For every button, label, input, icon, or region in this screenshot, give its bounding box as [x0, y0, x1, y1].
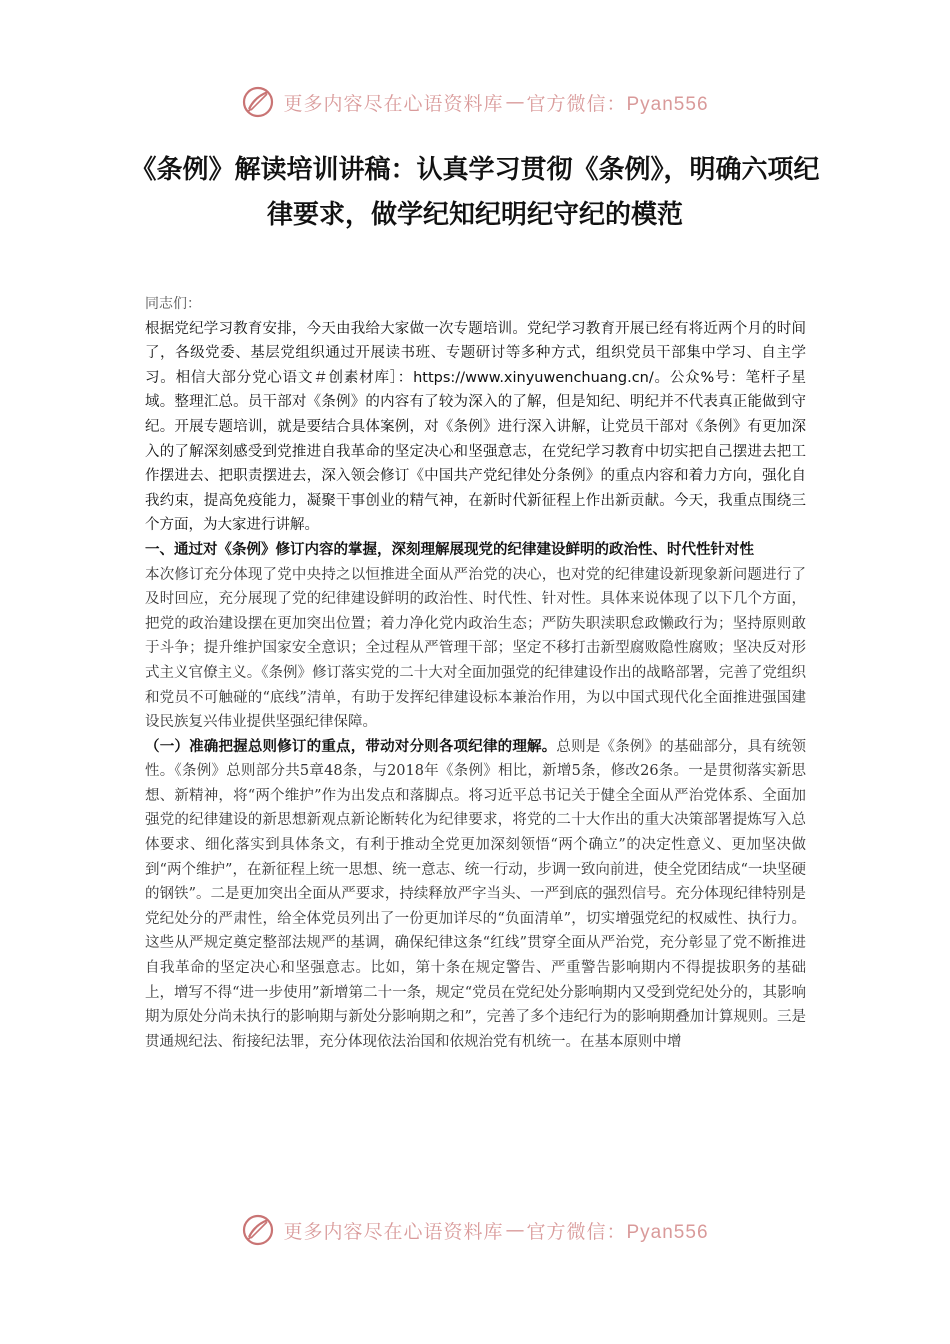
banner-contact: 官方微信：Pyan556 — [526, 1221, 709, 1243]
header-watermark-banner — [0, 80, 950, 124]
subsection-1-paragraph — [145, 735, 806, 1055]
banner-text: 更多内容尽在心语资料库 — [283, 1220, 504, 1243]
banner-contact: 官方微信：Pyan556 — [526, 93, 709, 115]
subsection-1-lead: （一）准确把握总则修订的重点，带动对分则各项纪律的理解。 — [145, 738, 557, 755]
document-body — [145, 292, 806, 1054]
banner-separator: — — [505, 91, 525, 113]
intro-paragraph: 根据党纪学习教育安排，今天由我给大家做一次专题培训。党纪学习教育开展已经有将近两个月的时间了，各级党委、基层党组织通过开展读书班、专题研讨等多种方式，组织党员干部集中学习、自主学习。相信大部分党心语文＃创素材库］：https://www.xinyuwenchuang.cn/。公众%号：笔杆子星域。整理汇总。员干部对《条例》的内容有了较为深入的了解，但是知纪、明纪并不代表真正能做到守纪。开展专题培训，就是要结合具体案例，对《条例》进行深入讲解，让党员干部对《条例》有更加深入的了解深刻感受到党推进自我革命的坚定决心和坚强意志，在党纪学习教育中切实把自己摆进去把工作摆进去、把职责摆进去，深入领会修订《中国共产党纪律处分条例》的重点内容和着力方向，强化自我约束，提高免疫能力，凝聚干事创业的精气神，在新时代新征程上作出新贡献。今天，我重点围绕三个方面，为大家进行讲解。 — [145, 320, 806, 534]
pen-logo-icon — [241, 1213, 275, 1247]
document-title: 《条例》解读培训讲稿：认真学习贯彻《条例》，明确六项纪律要求，做学纪知纪明纪守纪的模范 — [130, 155, 820, 230]
pen-logo-icon — [241, 85, 275, 119]
section-1-paragraph: 本次修订充分体现了党中央持之以恒推进全面从严治党的决心，也对党的纪律建设新现象新问题进行了及时回应，充分展现了党的纪律建设鲜明的政治性、时代性、针对性。具体来说体现了以下几个方面，把党的政治建设摆在更加突出位置；着力净化党内政治生态；严防失职渎职怠政懒政行为；坚持原则敢于斗争；提升维护国家安全意识；全过程从严管理干部；坚定不移打击新型腐败隐性腐败；坚决反对形式主义官僚主义。《条例》修订落实党的二十大对全面加强党的纪律建设作出的战略部署，完善了党组织和党员不可触碰的“底线”清单，有助于发挥纪律建设标本兼治作用，为以中国式现代化全面推进强国建设民族复兴伟业提供坚强纪律保障。 — [145, 566, 806, 731]
salutation: 同志们： — [145, 296, 201, 312]
banner-text: 更多内容尽在心语资料库 — [283, 92, 504, 115]
subsection-1-body: 总则是《条例》的基础部分，具有统领性。《条例》总则部分共5章48条，与2018年《条例》相比，新增5条，修改26条。一是贯彻落实新思想、新精神，将“两个维护”作为出发点和落脚点。将习近平总书记关于健全全面从严治党体系、全面加强党的纪律建设的新思想新观点新论断转化为纪律要求，将党的二十大作出的重大决策部署提炼写入总体要求、细化落实到具体条文，有利于推动全党更加深刻领悟“两个确立”的决定性意义、更加坚决做到“两个维护”，在新征程上统一思想、统一意志、统一行动，步调一致向前进，使全党团结成“一块坚硬的钢铁”。二是更加突出全面从严要求，持续释放严字当头、一严到底的强烈信号。充分体现纪律特别是党纪处分的严肃性，给全体党员列出了一份更加详尽的“负面清单”，切实增强党纪的权威性、执行力。这些从严规定奠定整部法规严的基调，确保纪律这条“红线”贯穿全面从严治党，充分彰显了党不断推进自我革命的坚定决心和坚强意志。比如，第十条在规定警告、严重警告影响期内不得提拔职务的基础上，增写不得“进一步使用”新增第二十一条，规定“党员在党纪处分影响期内又受到党纪处分的，其影响期为原处分尚未执行的影响期与新处分影响期之和”，完善了多个违纪行为的影响期叠加计算规则。三是贯通规纪法、衔接纪法罪，充分体现依法治国和依规治党有机统一。在基本原则中增 — [145, 738, 807, 1050]
footer-watermark-banner — [0, 1208, 950, 1252]
banner-separator: — — [505, 1219, 525, 1241]
section-heading-1: 一、通过对《条例》修订内容的掌握，深刻理解展现党的纪律建设鲜明的政治性、时代性针对性 — [145, 541, 754, 558]
